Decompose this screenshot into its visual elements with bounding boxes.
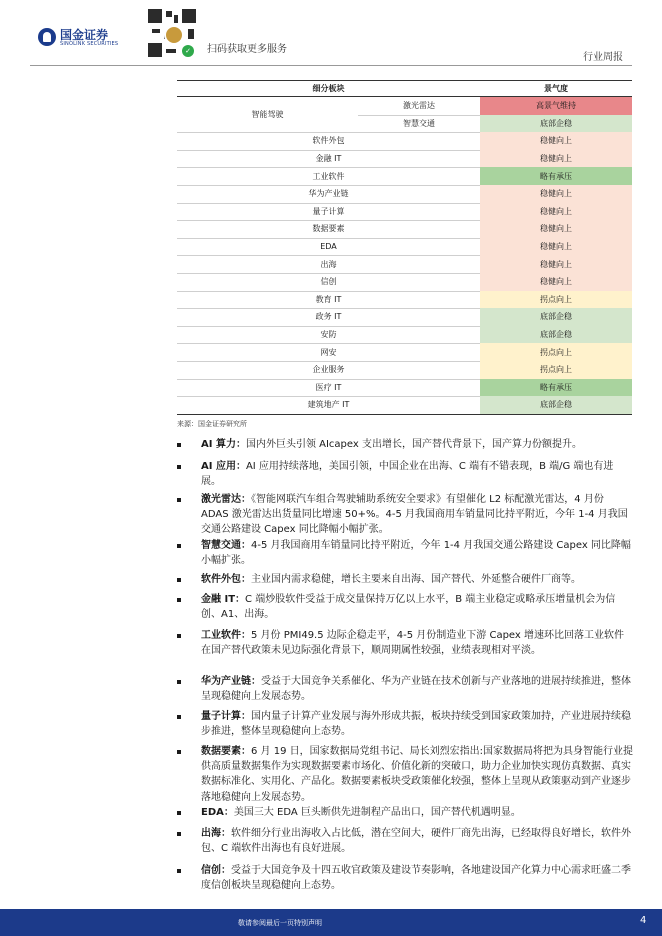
bullet-body: 国内外巨头引领 AIcapex 支出增长，国产替代背景下，国产算力份额提升。 — [245, 439, 582, 450]
sentiment-status: 稳健向上 — [480, 220, 632, 238]
bullet-heading: 出海： — [201, 828, 231, 839]
bullet-text — [201, 492, 633, 538]
segment-name: 量子计算 — [312, 206, 345, 216]
logo-en-text: SINOLINK SECURITIES — [60, 41, 119, 47]
bullet-text — [201, 437, 633, 452]
bullet-square-icon — [177, 443, 181, 447]
segment-name: 华为产业链 — [308, 189, 349, 199]
bullet-body: 国内量子计算产业发展与海外形成共振，板块持续受到国家政策加持，产业进展持续稳步推进，整体呈现稳健向上态势。 — [201, 711, 631, 738]
header-divider — [30, 65, 632, 66]
bullet-body: 4-5 月我国商用车销量同比持平附近，今年 1-4 月我国交通公路建设 Capex 同比降幅小幅扩张。 — [201, 540, 631, 567]
bullet-text — [201, 459, 633, 489]
bullet-square-icon — [177, 832, 181, 836]
table-row — [177, 132, 632, 151]
segment-name: 网安 — [320, 347, 337, 357]
bullet-square-icon — [177, 869, 181, 873]
sentiment-status: 拐点向上 — [480, 291, 632, 309]
qr-center-logo-icon — [164, 25, 184, 45]
table-row — [177, 238, 632, 257]
table-row — [177, 203, 632, 222]
bullet-text — [201, 744, 633, 805]
table-bottom-rule — [177, 414, 632, 415]
table-row — [177, 291, 632, 310]
group-label-smart-driving: 智能驾驶 — [177, 97, 358, 133]
bullet-heading: 智慧交通： — [201, 540, 251, 551]
segment-name: 软件外包 — [312, 136, 345, 146]
bullet-heading: AI 应用： — [201, 461, 246, 472]
page-header — [0, 0, 662, 66]
table-header-row — [177, 80, 632, 97]
report-type: 行业周报 — [583, 52, 623, 63]
bullet-text — [201, 674, 633, 704]
page-footer — [0, 909, 662, 936]
sentiment-status: 底部企稳 — [480, 308, 632, 326]
bullet-text — [201, 538, 633, 568]
bullet-heading: 量子计算： — [201, 711, 251, 722]
sinolink-logo-icon — [38, 28, 56, 46]
segment-name: 安防 — [320, 330, 337, 340]
bullet-heading: 金融 IT： — [201, 594, 246, 605]
bullet-heading: 数据要素： — [201, 746, 251, 757]
table-row — [177, 396, 632, 415]
segment-name: 激光雷达 — [403, 101, 435, 111]
table-source: 来源：国金证券研究所 — [177, 420, 247, 428]
bullet-square-icon — [177, 465, 181, 469]
sentiment-status: 拐点向上 — [480, 343, 632, 361]
bullet-text — [201, 572, 633, 587]
bullet-heading: 工业软件： — [201, 630, 251, 641]
disclaimer-link[interactable]: 敬请参阅最后一页特别声明 — [238, 919, 322, 927]
table-row — [177, 220, 632, 239]
segment-name: 医疗 IT — [315, 382, 342, 392]
bullet-heading: 软件外包： — [201, 574, 251, 585]
bullet-text — [201, 863, 633, 893]
page-number: 4 — [640, 915, 647, 926]
table-row — [177, 150, 632, 169]
sentiment-status: 稳健向上 — [480, 203, 632, 221]
logo-cn-text: 国金证券 — [60, 28, 109, 42]
bullet-body: 美国三大 EDA 巨头断供先进制程产品出口，国产替代机遇明显。 — [233, 807, 521, 818]
table-row — [177, 379, 632, 398]
bullet-heading: EDA： — [201, 807, 234, 818]
bullet-square-icon — [177, 715, 181, 719]
table-row — [358, 97, 632, 116]
table-row — [177, 185, 632, 204]
table-row — [177, 343, 632, 362]
bullet-heading: 华为产业链： — [201, 676, 261, 687]
bullet-body: 5 月份 PMI49.5 边际企稳走平，4-5 月份制造业下游 Capex 增速环比回落工业软件在国产替代政策未见边际强化背景下，顺周期属性较强，业绩表现相对平淡。 — [201, 630, 624, 657]
sentiment-status: 稳健向上 — [480, 185, 632, 203]
table-row — [177, 361, 632, 380]
bullet-square-icon — [177, 811, 181, 815]
bullet-square-icon — [177, 498, 181, 502]
bullet-body: 受益于大国竞争关系催化、华为产业链在技术创新与产业落地的进展持续推进，整体呈现稳健向上发展态势。 — [201, 676, 631, 703]
qr-code-icon[interactable] — [144, 5, 200, 61]
table-row — [177, 273, 632, 292]
bullet-text — [201, 805, 633, 820]
bullet-square-icon — [177, 598, 181, 602]
segment-name: 工业软件 — [312, 171, 345, 181]
sentiment-status: 略有承压 — [480, 379, 632, 397]
bullet-body: 主业国内需求稳健，增长主要来自出海、国产替代、外延整合硬件厂商等。 — [251, 574, 581, 585]
table-row — [177, 167, 632, 186]
table-row — [177, 326, 632, 345]
segment-name: 金融 IT — [315, 154, 342, 164]
sentiment-status: 稳健向上 — [480, 273, 632, 291]
segment-name: 建筑地产 IT — [307, 400, 350, 410]
segment-name: 教育 IT — [315, 294, 342, 304]
sentiment-status: 底部企稳 — [480, 396, 632, 414]
bullet-heading: 激光雷达： — [201, 494, 251, 505]
sentiment-status: 高景气维持 — [480, 97, 632, 115]
column-header-segment: 细分板块 — [312, 84, 345, 93]
bullet-square-icon — [177, 680, 181, 684]
bullet-body: 《智能网联汽车组合驾驶辅助系统安全要求》有望催化 L2 标配激光雷达，4 月份 ADAS 激光雷达出货量同比增速 50+%。4-5 月我国商用车销量同比持平附近，今年 1-4 月我国交通公路建设 Capex 同比降幅小幅扩张。 — [201, 494, 628, 536]
sentiment-status: 拐点向上 — [480, 361, 632, 379]
wechat-badge-icon: ✓ — [182, 45, 194, 57]
sentiment-status: 略有承压 — [480, 167, 632, 185]
bullet-text — [201, 826, 633, 856]
bullet-body: AI 应用持续落地，美国引领，中国企业在出海、C 端有不错表现，B 端/G 端也有进展。 — [201, 461, 614, 488]
segment-name: 数据要素 — [312, 224, 345, 234]
table-row — [177, 308, 632, 327]
bullet-heading: AI 算力： — [201, 439, 246, 450]
bullet-text — [201, 628, 633, 658]
bullet-heading: 信创： — [201, 865, 231, 876]
segment-name: 出海 — [320, 259, 337, 269]
bullet-square-icon — [177, 544, 181, 548]
column-header-sentiment: 景气度 — [544, 84, 568, 93]
bullet-body: 受益于大国竞争及十四五收官政策及建设节奏影响，各地建设国产化算力中心需求旺盛二季度信创板块呈现稳健向上态势。 — [201, 865, 631, 892]
bullet-body: C 端炒股软件受益于成交量保持万亿以上水平，B 端主业稳定或略承压增量机会为信创、A1、出海。 — [201, 594, 616, 621]
bullet-square-icon — [177, 634, 181, 638]
bullet-square-icon — [177, 578, 181, 582]
bullet-body: 软件细分行业出海收入占比低，潜在空间大，硬件厂商先出海，已经取得良好增长，软件外包、C 端软件出海也有良好进展。 — [201, 828, 631, 855]
segment-name: 企业服务 — [312, 365, 345, 375]
scan-service-text: 扫码获取更多服务 — [207, 44, 287, 55]
sentiment-status: 稳健向上 — [480, 150, 632, 168]
sinolink-logo — [38, 26, 156, 50]
segment-name: 政务 IT — [315, 312, 342, 322]
sentiment-status: 稳健向上 — [480, 132, 632, 150]
sentiment-status: 底部企稳 — [480, 115, 632, 133]
table-row — [358, 115, 632, 134]
bullet-text — [201, 592, 633, 622]
sentiment-status: 稳健向上 — [480, 255, 632, 273]
bullet-body: 6 月 19 日，国家数据局党组书记、局长刘烈宏指出:国家数据局将把为具身智能行业提供高质量数据集作为实现数据要素市场化、价值化新的突破口，助力企业加快实现仿真数据、真实数据标准化、实用化、产品化。数据要素板块受政策催化较强，整体上呈现从政策驱动到产业逐步落地稳健向上发展态势。 — [201, 746, 633, 803]
bullet-square-icon — [177, 750, 181, 754]
table-row — [177, 255, 632, 274]
sentiment-status: 底部企稳 — [480, 326, 632, 344]
bullet-text — [201, 709, 633, 739]
segment-name: 智慧交通 — [403, 118, 435, 128]
sentiment-status: 稳健向上 — [480, 238, 632, 256]
segment-name: EDA — [320, 242, 337, 252]
segment-name: 信创 — [320, 277, 337, 287]
